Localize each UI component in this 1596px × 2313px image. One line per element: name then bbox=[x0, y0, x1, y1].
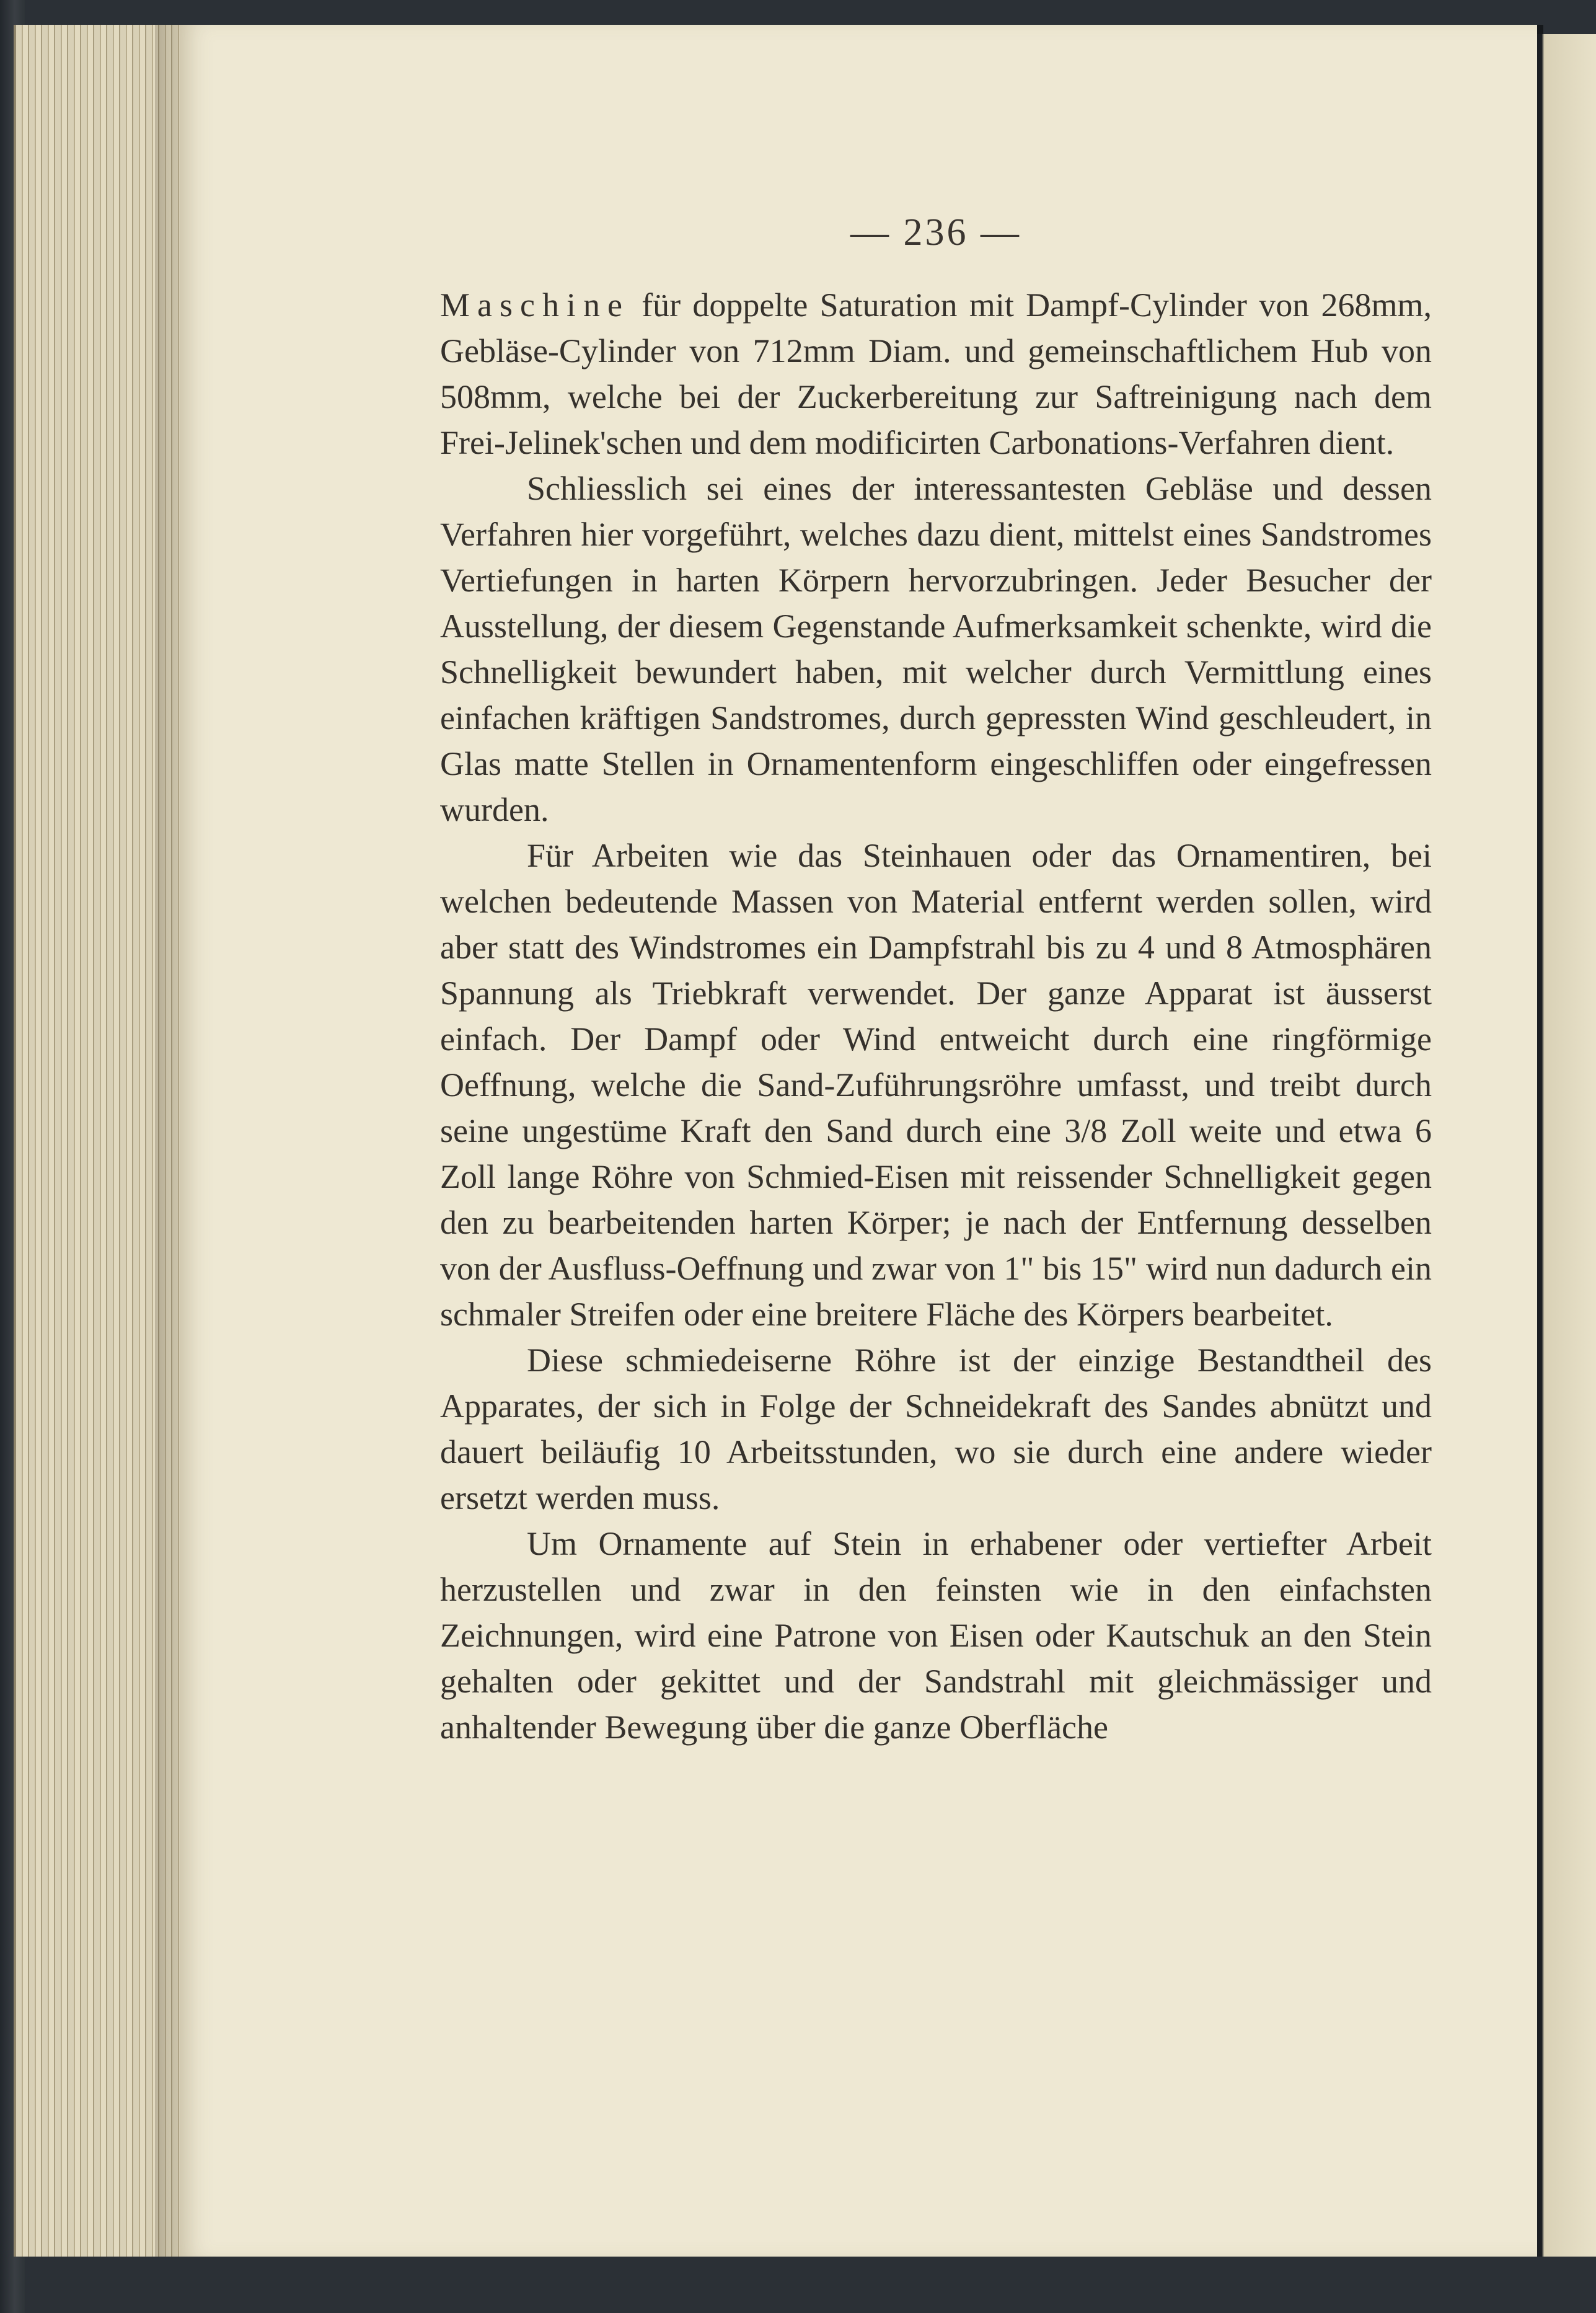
next-page-edge bbox=[1537, 34, 1596, 2257]
paragraph-5: Um Ornamente auf Stein in erhabener oder vertiefter Arbeit herzustellen und zwar in den feinsten wie in den einfachsten Zeichnungen, wird eine Patrone von Eisen oder Kautschuk an den Stein gehalten oder gekittet und der Sandstrahl mit gleichmässiger und anhaltender Bewegung über die ganze Oberfläche bbox=[440, 1525, 1432, 1746]
paragraph-1 bbox=[440, 282, 1432, 466]
paragraph-4: Diese schmiedeiserne Röhre ist der einzige Bestandtheil des Apparates, der sich in Folge der Schneidekraft des Sandes abnützt und dauert beiläufig 10 Arbeitsstunden, wo sie durch eine andere wieder ersetzt werden muss. bbox=[440, 1342, 1432, 1516]
paragraph-text: für doppelte Saturation mit Dampf-Cylinder von 268mm, Gebläse-Cylinder von 712mm Diam. und gemeinschaftlichem Hub von 508mm, welche bei der Zuckerbereitung zur Saftreinigung nach dem Frei-Jelinek'schen und dem modificirten Carbonations-Verfahren dient. bbox=[440, 286, 1432, 461]
paragraph-2: Schliesslich sei eines der interessantesten Gebläse und dessen Verfahren hier vorgeführt, welches dazu dient, mittelst eines Sandstromes Vertiefungen in harten Körpern hervorzubringen. Jeder Besucher der Ausstellung, der diesem Gegenstande Aufmerksamkeit schenkte, wird die Schnelligkeit bewundert haben, mit welcher durch Vermittlung eines einfachen kräftigen Sandstromes, durch gepressten Wind geschleudert, in Glas matte Stellen in Ornamentenform eingeschliffen oder eingefressen wurden. bbox=[440, 470, 1432, 828]
paragraph-3: Für Arbeiten wie das Steinhauen oder das Ornamentiren, bei welchen bedeutende Massen von Material entfernt werden sollen, wird aber statt des Windstromes ein Dampfstrahl bis zu 4 und 8 Atmosphären Spannung als Triebkraft verwendet. Der ganze Apparat ist äusserst einfach. Der Dampf oder Wind entweicht durch eine ringförmige Oeffnung, welche die Sand-Zuführungsröhre umfasst, und treibt durch seine ungestüme Kraft den Sand durch eine 3/8 Zoll weite und etwa 6 Zoll lange Röhre von Schmied-Eisen mit reissender Schnelligkeit gegen den zu bearbeitenden harten Körper; je nach der Entfernung desselben von der Ausfluss-Oeffnung und zwar von 1" bis 15" wird nun dadurch ein schmaler Streifen oder eine breitere Fläche des Körpers bearbeitet. bbox=[440, 837, 1432, 1333]
emphasized-word: Maschine bbox=[440, 286, 630, 324]
page-number: — 236 — bbox=[850, 211, 1021, 254]
body-text bbox=[440, 282, 1432, 1750]
